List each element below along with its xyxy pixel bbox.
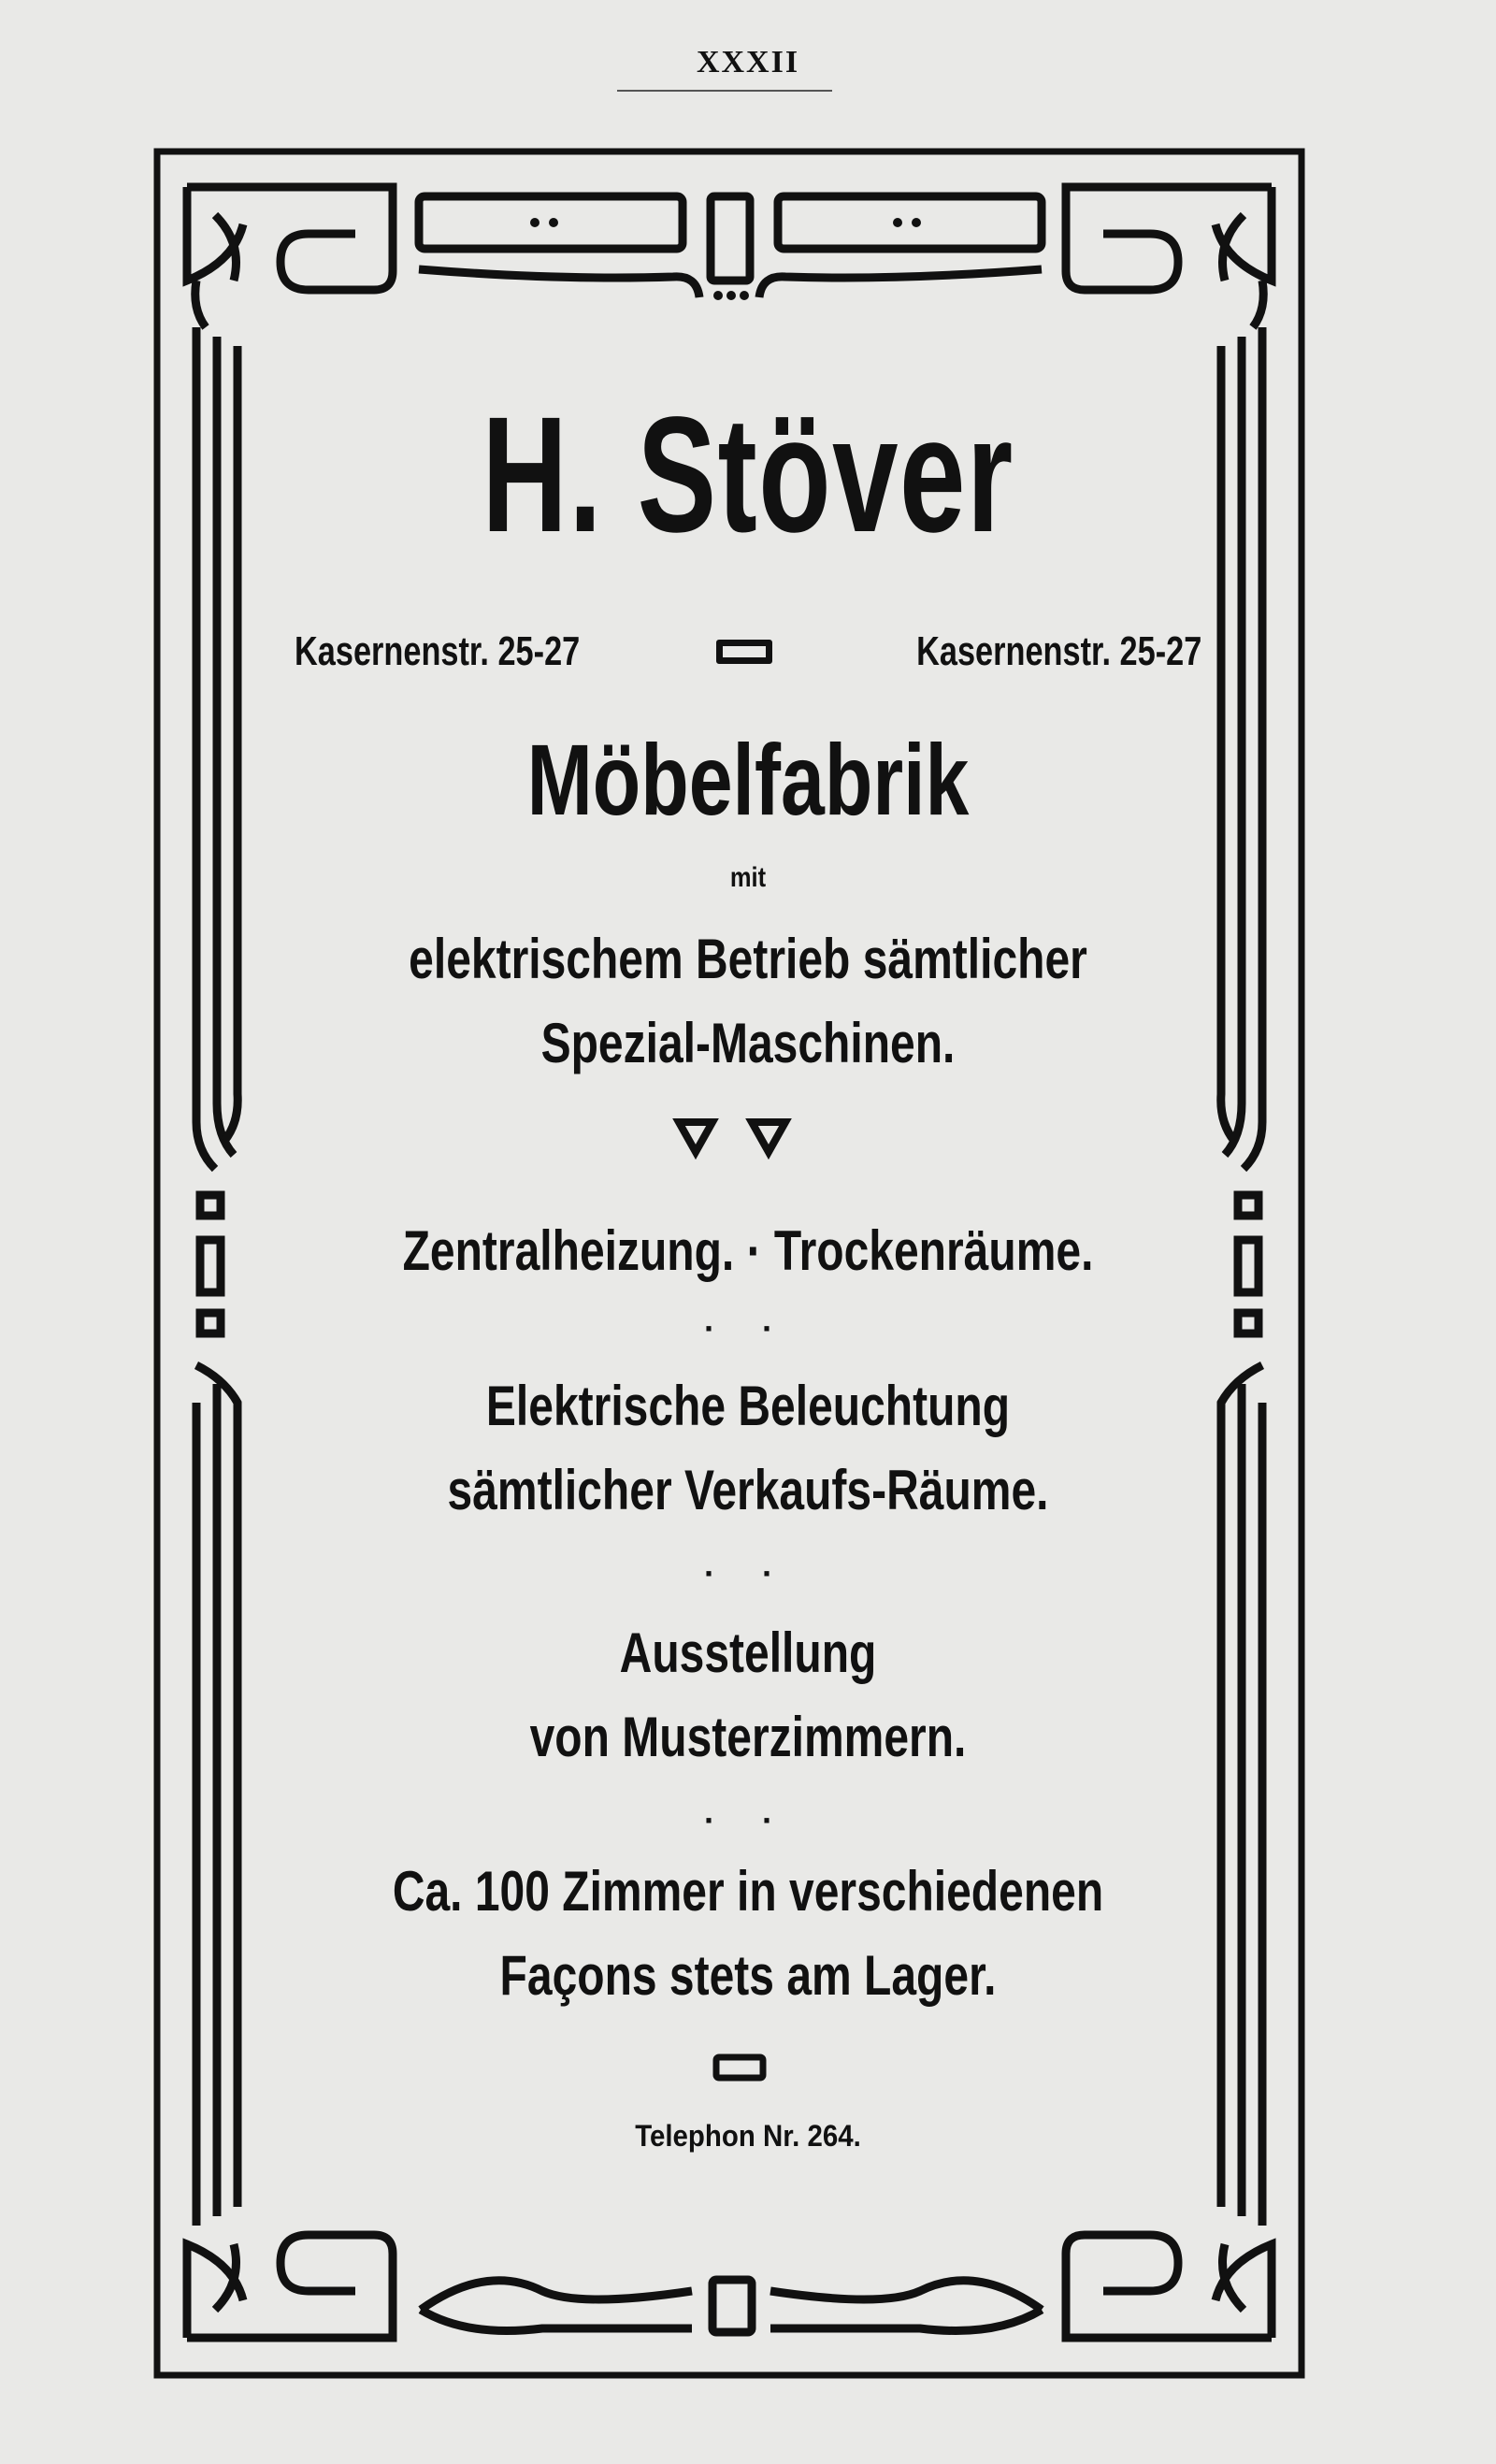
corner-top-left (187, 187, 393, 327)
exhibition-line-1: Ausstellung (619, 1621, 877, 1684)
left-side-ornament (196, 327, 237, 2226)
address-row (280, 627, 1216, 683)
corner-bottom-left (187, 2235, 393, 2338)
address-left: Kasernenstr. 25-27 (295, 628, 581, 674)
dots-separator-2: · · (704, 1554, 792, 1592)
address-separator (716, 640, 772, 664)
dots-separator-3: · · (704, 1801, 792, 1839)
address-right: Kasernenstr. 25-27 (915, 628, 1201, 674)
page-number: XXXII (696, 45, 800, 79)
right-side-ornament (1221, 327, 1262, 2226)
lighting-line-1: Elektrische Beleuchtung (485, 1375, 1011, 1437)
service-line-2: Spezial-Maschinen. (540, 1012, 956, 1074)
top-panel-dots (530, 218, 921, 300)
bottom-panel (421, 2280, 1042, 2332)
trade-heading: Möbelfabrik (526, 723, 970, 836)
company-name: H. Stöver (482, 383, 1014, 567)
features-line: Zentralheizung. · Trockenräume. (402, 1219, 1094, 1282)
top-panel (419, 196, 1042, 297)
connector-word: mit (729, 862, 767, 893)
exhibition-line-2: von Musterzimmern. (529, 1706, 967, 1768)
service-line-1: elektrischem Betrieb sämtlicher (409, 928, 1087, 990)
stock-line-1: Ca. 100 Zimmer in verschiedenen (392, 1860, 1104, 1923)
telephone-line: Telephon Nr. 264. (635, 2119, 861, 2153)
triangle-separator (679, 1122, 785, 1152)
dots-separator-1: · · (704, 1309, 792, 1347)
telephone-separator (716, 2057, 763, 2078)
stock-line-2: Façons stets am Lager. (499, 1944, 997, 2007)
corner-top-right (1066, 187, 1272, 327)
corner-bottom-right (1066, 2235, 1272, 2338)
lighting-line-2: sämtlicher Verkaufs-Räume. (447, 1459, 1049, 1521)
